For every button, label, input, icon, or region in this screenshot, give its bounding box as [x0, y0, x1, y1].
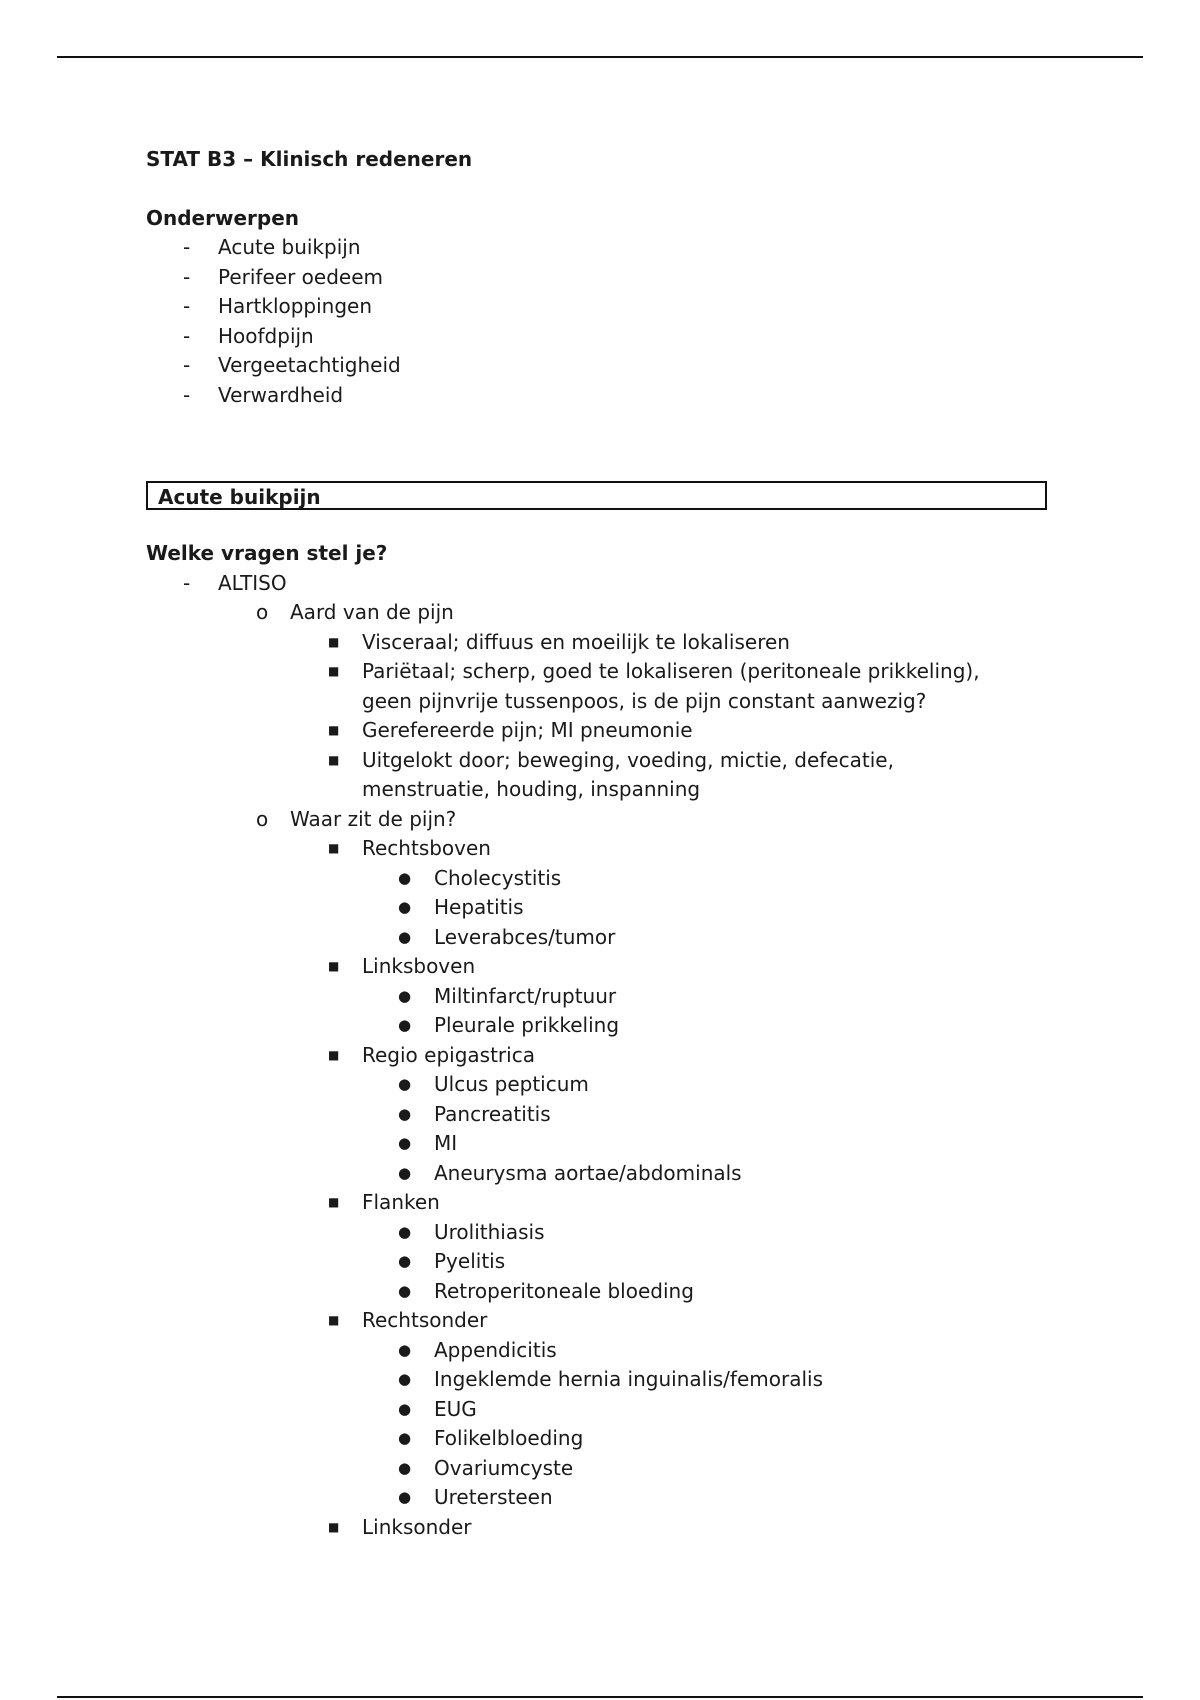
list-item: - Hoofdpijn	[183, 323, 314, 348]
list-item: ● Aneurysma aortae/abdominals	[398, 1160, 742, 1185]
list-item: ● Ulcus pepticum	[398, 1072, 589, 1096]
document-body	[146, 145, 1066, 1542]
list-item: ■ Rechtsonder ● Appendicitis ● Ingeklemde hernia inguinalis/femoralis ● EUG ● Folikelbloeding ● Ovariumcyste ● Uretersteen	[146, 1306, 1066, 1513]
list-item: ● Miltinfarct/ruptuur	[398, 983, 617, 1008]
document-title: STAT B3 – Klinisch redeneren	[146, 147, 473, 171]
list-item: o Waar zit de pijn? ■ Rechtsboven ● Cholecystitis ● Hepatitis ● Leverabces/tumor ■ Linksboven ● Miltinfarct/ruptuur ● Pleurale prikkeling ■ Regio epigastrica ● Ulcus pepticum ● Pancreatitis ● MI ● Aneurysma aortae/abdominals ■ Flanken ● Urolithiasis ● Pyelitis ● Retroperitoneale bloeding ■ Rechtsonder ● Appendicitis ● Ingeklemde hernia inguinalis/femoralis ● EUG ● Folikelbloeding ● Ovariumcyste ● Uretersteen ■ Linksonder	[146, 805, 1066, 1543]
list-item: ■ Linksonder	[328, 1514, 472, 1539]
list-item: ● Hepatitis	[398, 895, 524, 919]
section-title-box: Acute buikpijn	[146, 481, 1047, 510]
topics-heading: Onderwerpen	[146, 205, 300, 230]
list-item: ● Retroperitoneale bloeding	[398, 1278, 694, 1303]
list-item: ■ Linksboven ● Miltinfarct/ruptuur ● Pleurale prikkeling	[146, 952, 1066, 1041]
list-item: - Hartkloppingen	[183, 294, 373, 318]
list-item: - Verwardheid	[183, 382, 344, 407]
list-item: o Aard van de pijn ■ Visceraal; diffuus en moeilijk te lokaliseren ■ Pariëtaal; scherp, goed te lokaliseren (peritoneale prikkeling), geen pijnvrije tussenpoos, is de pijn constant aanwezig? ■ Gerefereerde pijn; MI pneumonie ■ Uitgelokt door; beweging, voeding, mictie, defecatie, menstruatie, houding, inspanning	[146, 598, 1066, 805]
list-item: ● Leverabces/tumor	[398, 924, 616, 949]
list-item: ● Appendicitis	[398, 1337, 557, 1362]
list-item: - Vergeetachtigheid	[183, 353, 401, 377]
list-item: ● MI	[398, 1131, 458, 1155]
list-item: ● Pleurale prikkeling	[398, 1013, 620, 1037]
list-item: ■ Visceraal; diffuus en moeilijk te lokaliseren	[328, 629, 790, 654]
list-item: ● EUG	[398, 1396, 477, 1421]
list-item: - Perifeer oedeem	[183, 264, 383, 289]
list-item: ● Urolithiasis	[398, 1219, 545, 1244]
list-item: ● Ovariumcyste	[398, 1455, 574, 1480]
list-item: - ALTISO o Aard van de pijn ■ Visceraal; diffuus en moeilijk te lokaliseren ■ Pariëtaal; scherp, goed te lokaliseren (peritoneale prikkeling), geen pijnvrije tussenpoos, is de pijn constant aanwezig? ■ Gerefereerde pijn; MI pneumonie ■ Uitgelokt door; beweging, voeding, mictie, defecatie, menstruatie, houding, inspanning o Waar zit de pijn? ■ Rechtsboven ● Cholecystitis ● Hepatitis ● Leverabces/tumor ■ Linksboven ● Miltinfarct/ruptuur ● Pleurale prikkeling ■ Regio epigastrica ● Ulcus pepticum ● Pancreatitis ● MI ● Aneurysma aortae/abdominals ■ Flanken ● Urolithiasis ● Pyelitis ● Retroperitoneale bloeding ■ Rechtsonder ● Appendicitis ● Ingeklemde hernia inguinalis/femoralis ● EUG ● Folikelbloeding ● Ovariumcyste ● Uretersteen ■ Linksonder	[146, 569, 1066, 1543]
list-item: ■ Flanken ● Urolithiasis ● Pyelitis ● Retroperitoneale bloeding	[146, 1188, 1066, 1306]
list-item: ■ Uitgelokt door; beweging, voeding, mictie, defecatie, menstruatie, houding, inspanning	[328, 747, 894, 801]
list-item: ■ Pariëtaal; scherp, goed te lokaliseren (peritoneale prikkeling), geen pijnvrije tussenpoos, is de pijn constant aanwezig?	[328, 659, 980, 713]
list-item: ● Folikelbloeding	[398, 1426, 584, 1450]
list-item: ● Ingeklemde hernia inguinalis/femoralis	[398, 1367, 823, 1391]
list-item: ■ Rechtsboven ● Cholecystitis ● Hepatitis ● Leverabces/tumor	[146, 834, 1066, 952]
list-item: ● Uretersteen	[398, 1485, 553, 1509]
topics-list	[146, 233, 1066, 410]
list-item: ■ Gerefereerde pijn; MI pneumonie	[328, 718, 693, 742]
list-item: ■ Regio epigastrica ● Ulcus pepticum ● Pancreatitis ● MI ● Aneurysma aortae/abdominals	[146, 1041, 1066, 1189]
list-item: - Acute buikpijn	[183, 235, 361, 259]
list-item: ● Pancreatitis	[398, 1101, 551, 1126]
questions-heading: Welke vragen stel je?	[146, 541, 388, 565]
questions-list	[146, 569, 1066, 1543]
header-rule	[57, 56, 1143, 58]
list-item: ● Cholecystitis	[398, 865, 562, 890]
footer-rule	[57, 1696, 1143, 1698]
list-item: ● Pyelitis	[398, 1249, 506, 1273]
